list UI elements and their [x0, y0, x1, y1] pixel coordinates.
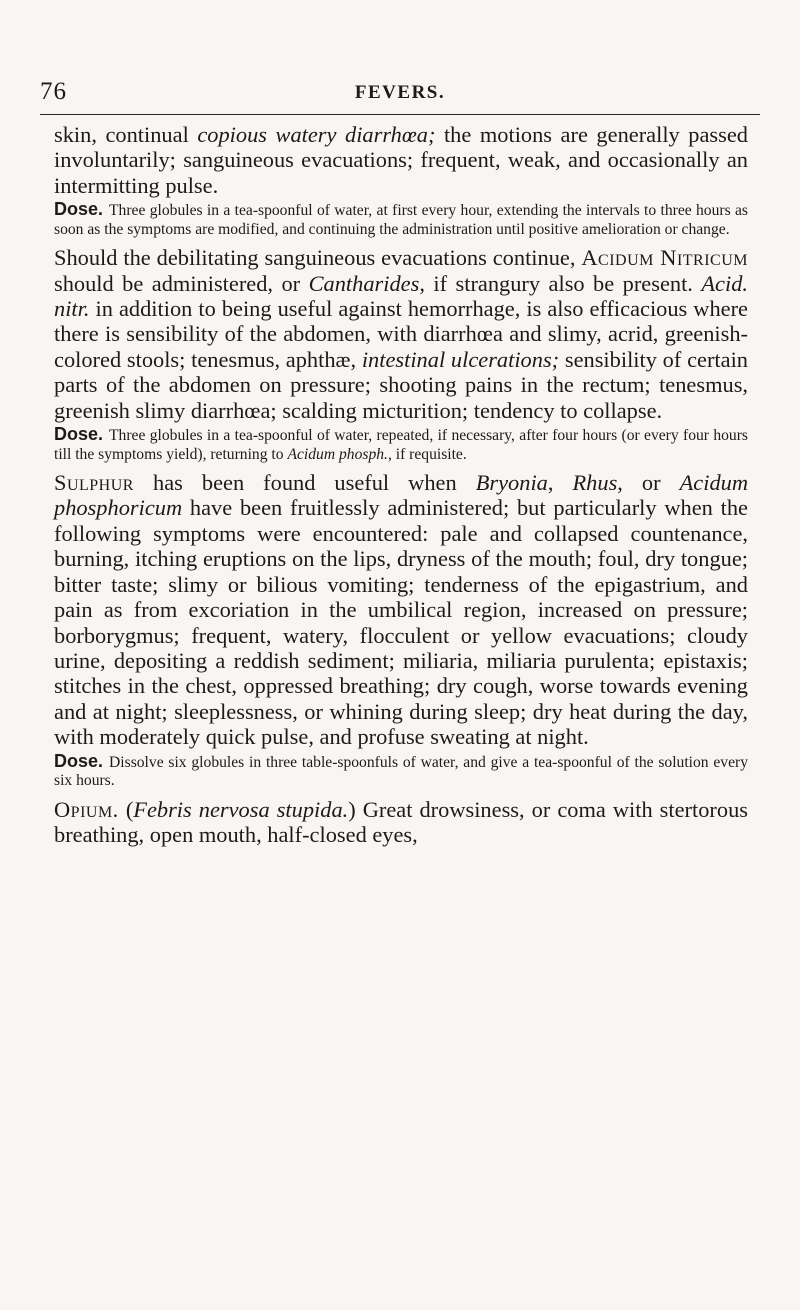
paragraph-skin-symptoms	[54, 122, 748, 198]
text: ,	[547, 470, 573, 496]
dose-label: Dose.	[54, 199, 104, 220]
remedy-name: Acidum phosph.	[287, 445, 388, 463]
paragraph-acidum-nitricum	[54, 245, 748, 423]
remedy-name: Acidum phosphoricum	[54, 470, 749, 521]
page-header	[40, 78, 760, 108]
dose-text: Three globules in a tea-spoonful of water, at first every hour, extending the intervals to three hours as soon as the symptoms are modified, and continuing the administration until positive amelioration or change.	[54, 202, 748, 238]
text: skin, continual	[54, 122, 198, 147]
text: should be administered, or	[54, 270, 309, 296]
paragraph-opium	[54, 797, 748, 848]
page-number: 76	[40, 78, 67, 105]
dose-paragraph-3	[54, 752, 748, 791]
remedy-name: Cantharides	[308, 270, 420, 296]
dose-label: Dose.	[54, 424, 104, 445]
remedy-name: Sulphur	[54, 470, 134, 496]
emphasis-text: Febris nervosa stupida.	[133, 796, 349, 822]
emphasis-text: copious watery diarrhœa;	[197, 122, 436, 147]
remedy-name: Rhus	[572, 470, 618, 496]
text: in addition to being useful against hemorrhage, is also efficacious where there is sensibility of the abdomen, with diarrhœa and slimy, acrid, greenish-colored stools; tenesmus, aphthæ,	[54, 296, 748, 372]
page-body	[54, 122, 748, 847]
dose-text: Three globules in a tea-spoonful of water, repeated, if necessary, after four hours (or every four hours till the symptoms yield), returning to	[54, 427, 748, 463]
remedy-name: Bryonia	[475, 470, 548, 496]
dose-paragraph-2	[54, 425, 748, 464]
remedy-name: Acid. nitr.	[54, 270, 749, 322]
text: have been fruitlessly administered; but particularly when the following symptoms were encountered: pale and collapsed countenance, burning, itching eruptions on the lips, dryness of the mouth; foul, dry tongue; bitter taste; slimy or bilious vomiting; tenderness of the epigastrium, and pain as from excoriation in the umbilical region, increased on pressure; borborygmus; frequent, watery, flocculent or yellow evacuations; cloudy urine, depositing a reddish sediment; miliaria, miliaria purulenta; epistaxis; stitches in the chest, oppressed breathing; dry cough, worse towards evening and at night; sleeplessness, or whining during sleep; dry heat during the day, with moderately quick pulse, and profuse sweating at night.	[54, 495, 748, 750]
running-head: FEVERS.	[354, 82, 446, 103]
dose-paragraph-1	[54, 200, 748, 239]
text: the motions are generally passed involuntarily; sanguineous evacuations; frequent, weak, and occasionally an intermitting pulse.	[54, 122, 748, 198]
text: , or	[617, 470, 680, 496]
remedy-name: Opium.	[54, 796, 119, 822]
text: Should the debilitating sanguineous evacuations continue,	[54, 245, 582, 271]
paragraph-sulphur	[54, 470, 748, 749]
text: sensibility of certain parts of the abdomen on pressure; shooting pains in the rectum; tenesmus, greenish slimy diarrhœa; scalding micturition; tendency to collapse.	[54, 346, 748, 423]
emphasis-text: intestinal ulcerations;	[361, 346, 560, 372]
text: , if strangury also be present.	[419, 270, 702, 296]
header-rule	[40, 114, 760, 115]
text: has been found useful when	[133, 470, 476, 496]
dose-label: Dose.	[54, 750, 104, 771]
dose-text: , if requisite.	[387, 445, 467, 463]
remedy-name: Acidum Nitricum	[581, 245, 749, 271]
dose-text: Dissolve six globules in three table-spoonfuls of water, and give a tea-spoonful of the solution every six hours.	[54, 753, 748, 790]
text: (	[118, 796, 134, 822]
text: ) Great drowsiness, or coma with stertorous breathing, open mouth, half-closed eyes,	[54, 796, 748, 847]
